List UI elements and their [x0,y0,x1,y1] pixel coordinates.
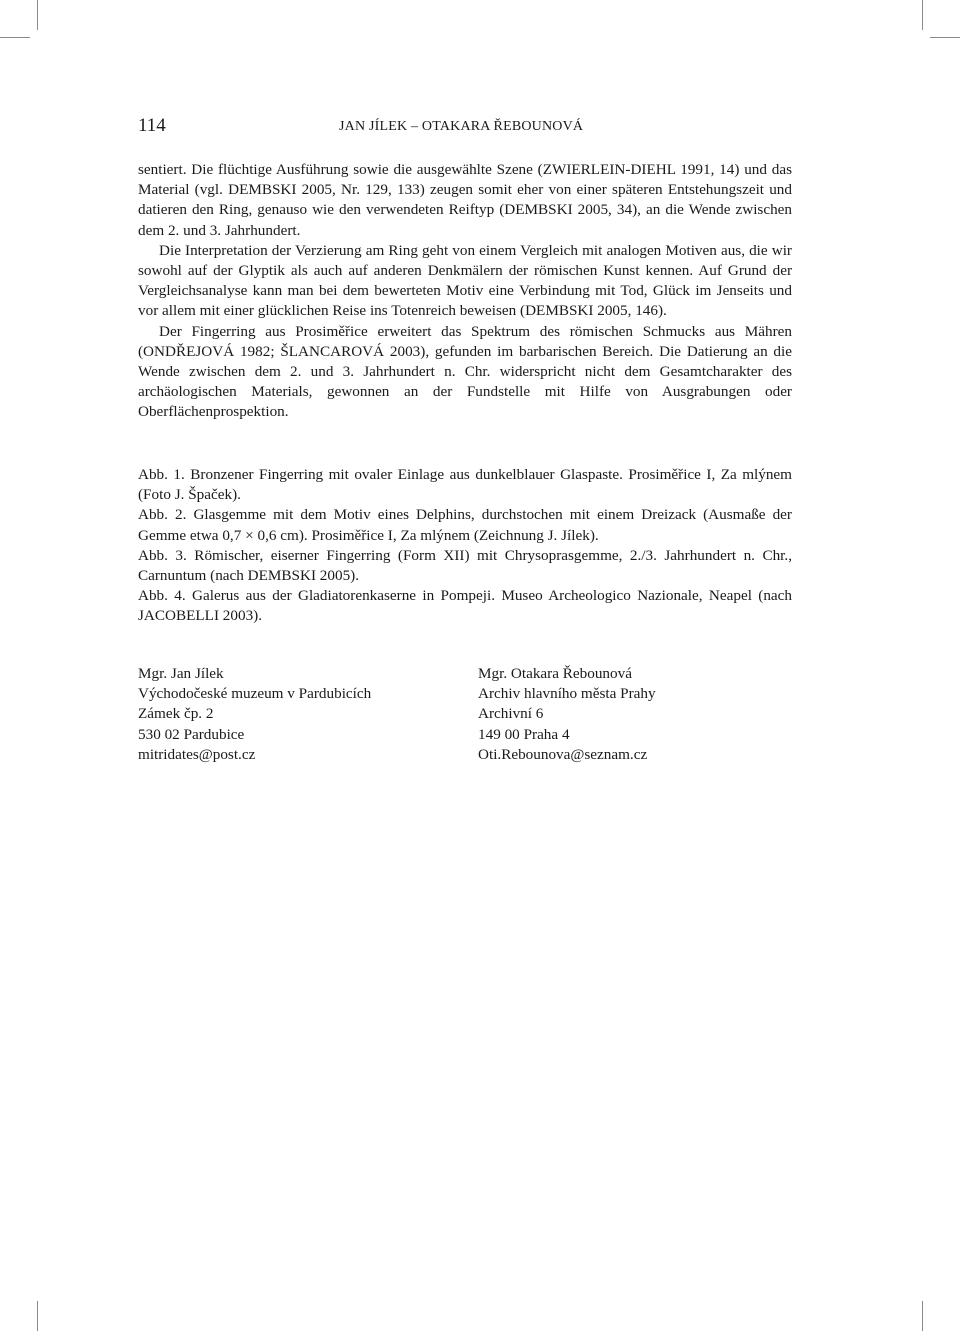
author-street: Zámek čp. 2 [138,705,214,723]
author-city: 149 00 Praha 4 [478,725,570,743]
running-head: JAN JÍLEK – OTAKARA ŘEBOUNOVÁ [339,119,584,134]
author-email: Oti.Rebounova@seznam.cz [478,745,648,763]
crop-mark-top-right-horizontal [930,37,960,38]
author-email: mitridates@post.cz [138,745,256,763]
author-street: Archivní 6 [478,705,544,723]
caption-abb-3: Abb. 3. Römischer, eiserner Fingerring (Form XII) mit Chrysoprasgemme, 2./3. Jahrhundert n. Chr., Carnuntum (nach DEMBSKI 2005). [138,546,792,585]
paragraph-continuation: sentiert. Die flüchtige Ausführung sowie die ausgewählte Szene (ZWIERLEIN-DIEHL 1991, 14) und das Material (vgl. DEMBSKI 2005, Nr. 129, 133) zeugen somit eher von einer späteren Entstehungszeit und datieren den Ring, genauso wie den verwendeten Reiftyp (DEMBSKI 2005, 34), an die Wende zwischen dem 2. und 3. Jahrhundert. [138,161,792,239]
author-name: Mgr. Otakara Řebounová [478,665,632,682]
caption-abb-4: Abb. 4. Galerus aus der Gladiatorenkaserne in Pompeji. Museo Archeologico Nazionale, Neapel (nach JACOBELLI 2003). [138,587,792,625]
author-institution: Archiv hlavního města Prahy [478,685,656,703]
author-address-rebounova [478,664,656,765]
page-header [138,114,818,138]
author-address-jilek [138,664,371,765]
author-city: 530 02 Pardubice [138,725,245,743]
page-number: 114 [138,115,166,136]
paragraph-fingerring: Der Fingerring aus Prosiměřice erweitert das Spektrum des römischen Schmucks aus Mähren (ONDŘEJOVÁ 1982; ŠLANCAROVÁ 2003), gefunden im barbarischen Bereich. Die Datierung an die Wende zwischen dem 2. und 3. Jahrhundert n. Chr. widerspricht nicht dem Gesamtcharakter des archäologischen Materials, gewonnen an der Fundstelle mit Hilfe von Ausgrabungen oder Oberflächenprospektion. [138,322,792,421]
body-text [138,160,792,423]
author-name: Mgr. Jan Jílek [138,665,224,682]
caption-abb-2: Abb. 2. Glasgemme mit dem Motiv eines Delphins, durchstochen mit einem Dreizack (Ausmaße der Gemme etwa 0,7 × 0,6 cm). Prosiměřice I, Za mlýnem (Zeichnung J. Jílek). [138,506,792,544]
crop-mark-top-left-horizontal [0,37,30,38]
crop-mark-bottom-right [922,1301,923,1331]
paragraph-interpretation: Die Interpretation der Verzierung am Ring geht von einem Vergleich mit analogen Motiven aus, die wir sowohl auf der Glyptik als auch auf anderen Denkmälern der römischen Kunst kennen. Auf Grund der Vergleichsanalyse kann man bei dem bewerteten Motiv eine Verbindung mit Tod, Glück im Jenseits und vor allem mit einer glücklichen Reise ins Totenreich beweisen (DEMBSKI 2005, 146). [138,241,792,320]
crop-mark-top-left [37,0,38,30]
author-institution: Východočeské muzeum v Pardubicích [138,685,372,703]
caption-abb-1: Abb. 1. Bronzener Fingerring mit ovaler Einlage aus dunkelblauer Glaspaste. Prosiměřice I, Za mlýnem (Foto J. Špaček). [138,466,792,504]
figure-captions [138,465,792,627]
crop-mark-top-right [922,0,923,30]
crop-mark-bottom-left [37,1301,38,1331]
